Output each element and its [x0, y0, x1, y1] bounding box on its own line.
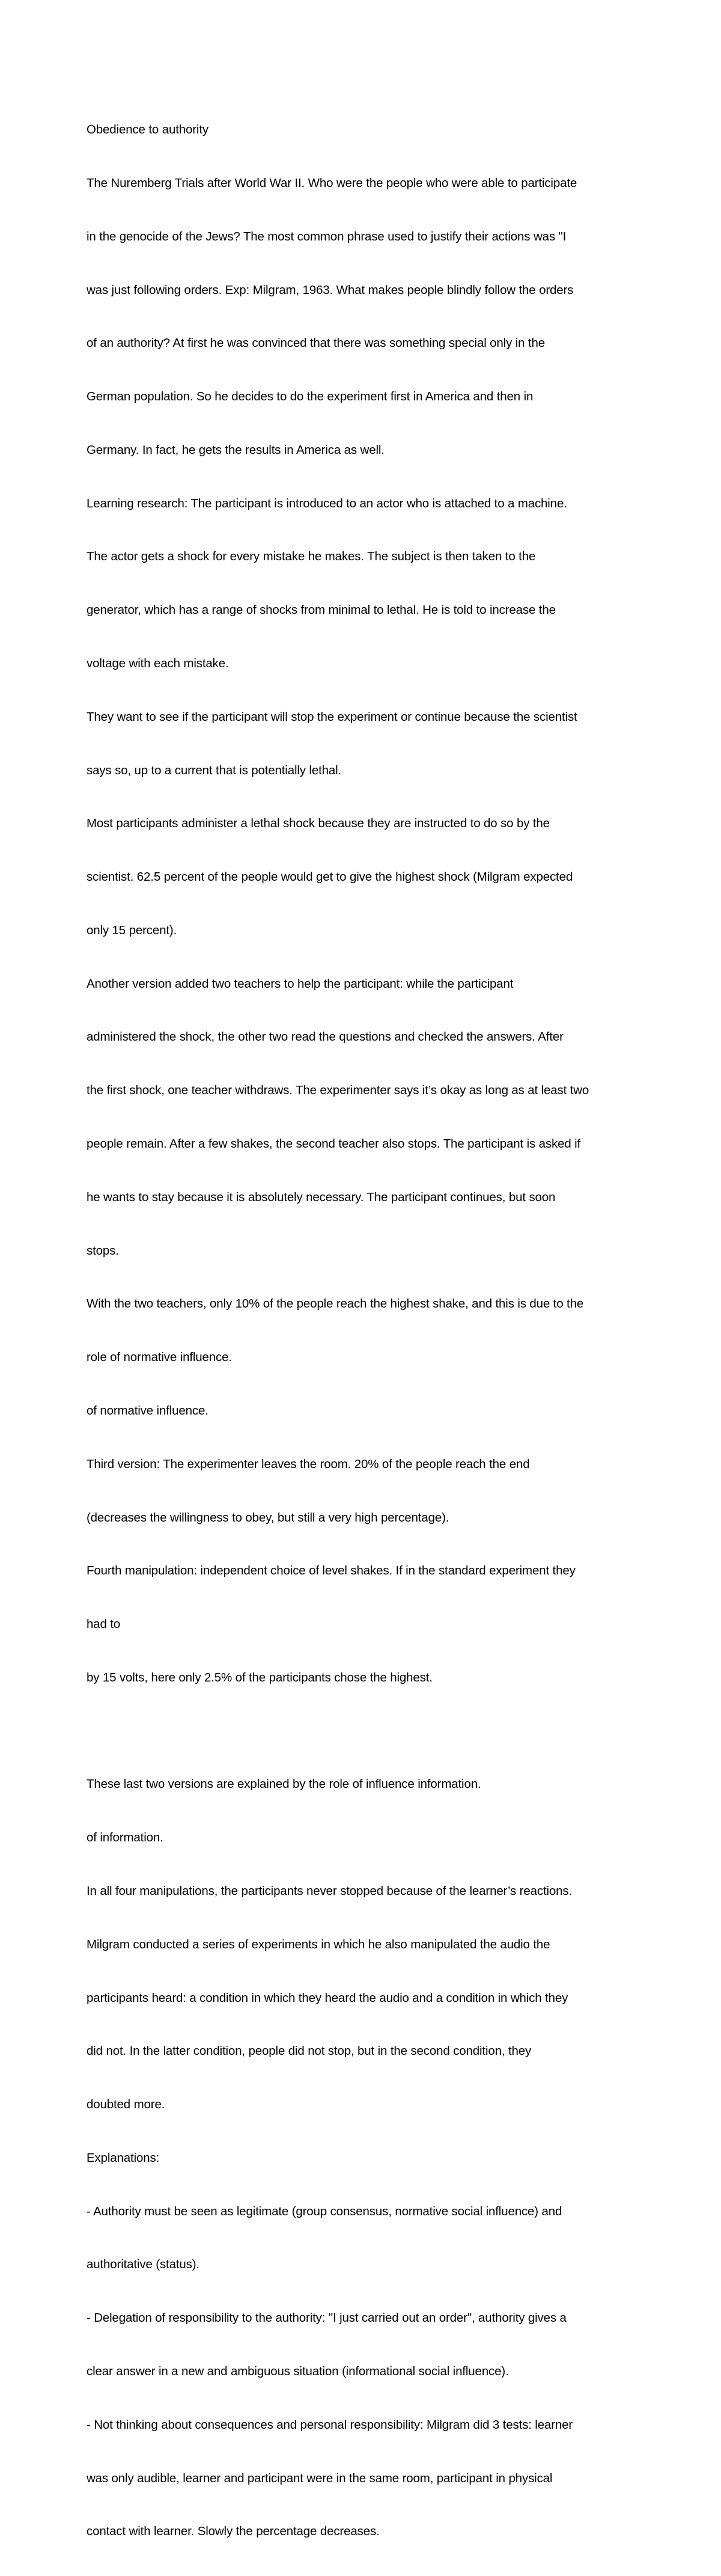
- text-line: Germany. In fact, he gets the results in America as well.: [87, 442, 385, 457]
- text-line: In all four manipulations, the participants never stopped because of the learner’s reactions.: [87, 1883, 573, 1898]
- text-line: clear answer in a new and ambiguous situation (informational social influence).: [87, 2364, 509, 2378]
- text-line: administered the shock, the other two read the questions and checked the answers. After: [87, 1030, 564, 1044]
- text-line: Most participants administer a lethal shock because they are instructed to do so by the: [87, 816, 550, 831]
- bullet-line: - Authority must be seen as legitimate (group consensus, normative social influence) and: [87, 2204, 562, 2218]
- text-line: the first shock, one teacher withdraws. The experimenter says it’s okay as long as at least two: [87, 1083, 589, 1098]
- text-line: With the two teachers, only 10% of the people reach the highest shake, and this is due to the: [87, 1297, 584, 1311]
- text-line: These last two versions are explained by the role of influence information.: [87, 1777, 481, 1791]
- text-line: did not. In the latter condition, people did not stop, but in the second condition, they: [87, 2044, 532, 2058]
- text-line: of information.: [87, 1831, 163, 1845]
- text-line: scientist. 62.5 percent of the people would get to give the highest shock (Milgram expected: [87, 870, 573, 884]
- text-line: Milgram conducted a series of experiments in which he also manipulated the audio the: [87, 1937, 550, 1951]
- text-line: doubted more.: [87, 2097, 165, 2112]
- text-line: participants heard: a condition in which they heard the audio and a condition in which they: [87, 1990, 568, 2005]
- text-line: They want to see if the participant will stop the experiment or continue because the scientist: [87, 709, 577, 724]
- text-line: role of normative influence.: [87, 1350, 232, 1365]
- blank-line: [87, 1722, 651, 1740]
- document-body: [87, 85, 651, 2576]
- text-line: says so, up to a current that is potentially lethal.: [87, 763, 342, 777]
- text-line: German population. So he decides to do the experiment first in America and then in: [87, 390, 534, 404]
- text-line: The Nuremberg Trials after World War II. Who were the people who were able to participate: [87, 176, 577, 190]
- bullet-line: - Not thinking about consequences and personal responsibility: Milgram did 3 tests: learner: [87, 2417, 573, 2432]
- text-line: The actor gets a shock for every mistake he makes. The subject is then taken to the: [87, 549, 536, 564]
- text-line: generator, which has a range of shocks from minimal to lethal. He is told to increase the: [87, 603, 556, 617]
- explanations-heading: Explanations:: [87, 2150, 160, 2165]
- text-line: Third version: The experimenter leaves the room. 20% of the people reach the end: [87, 1457, 530, 1471]
- bullet-line: - Delegation of responsibility to the authority: "I just carried out an order", authority gives a: [87, 2311, 567, 2325]
- text-line: of an authority? At first he was convinced that there was something special only in the: [87, 336, 545, 350]
- text-line: was only audible, learner and participant were in the same room, participant in physical: [87, 2471, 553, 2485]
- text-line: people remain. After a few shakes, the second teacher also stops. The participant is asked if: [87, 1137, 581, 1151]
- text-line: by 15 volts, here only 2.5% of the participants chose the highest.: [87, 1670, 433, 1684]
- text-line: of normative influence.: [87, 1403, 208, 1418]
- text-line: (decreases the willingness to obey, but still a very high percentage).: [87, 1510, 449, 1525]
- text-line: contact with learner. Slowly the percentage decreases.: [87, 2524, 380, 2539]
- text-line: Learning research: The participant is introduced to an actor who is attached to a machine.: [87, 496, 567, 510]
- text-line: Another version added two teachers to help the participant: while the participant: [87, 976, 514, 991]
- text-line: he wants to stay because it is absolutely necessary. The participant continues, but soon: [87, 1190, 556, 1204]
- text-line: stops.: [87, 1243, 119, 1258]
- text-line: authoritative (status).: [87, 2257, 199, 2272]
- text-line: only 15 percent).: [87, 923, 177, 937]
- text-line: was just following orders. Exp: Milgram, 1963. What makes people blindly follow the orders: [87, 283, 574, 297]
- document-title: Obedience to authority: [87, 123, 208, 137]
- text-line: had to: [87, 1617, 121, 1632]
- text-line: in the genocide of the Jews? The most common phrase used to justify their actions was "I: [87, 229, 567, 243]
- text-line: voltage with each mistake.: [87, 656, 229, 670]
- text-line: Fourth manipulation: independent choice of level shakes. If in the standard experiment they: [87, 1564, 576, 1578]
